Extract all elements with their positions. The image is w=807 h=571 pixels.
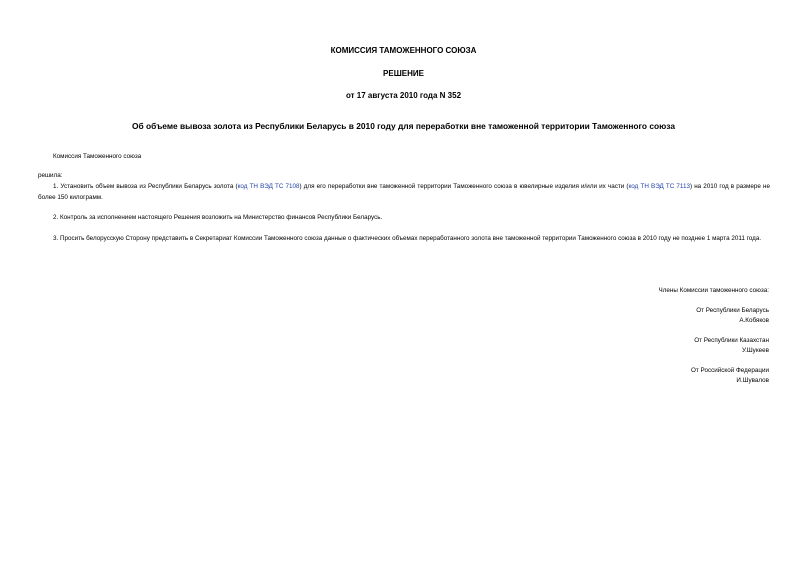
signature-country: От Российской Федерации: [690, 367, 769, 374]
signature-name: И.Шувалов: [736, 377, 769, 384]
document-date-number: от 17 августа 2010 года N 352: [345, 91, 462, 100]
signature-name: А.Кобяков: [739, 317, 769, 324]
decided-label: решила:: [38, 172, 63, 179]
paragraph-3: 3. Просить белорусскую Сторону представить в Секретариат Комиссии Таможенного союза данные о фактических объемах переработанного золота вне таможенной территории Таможенного союза в 2010 году не позднее 1 марта 2011 года.: [53, 235, 762, 242]
link-code-7113[interactable]: код ТН ВЭД ТС 7113: [628, 183, 690, 190]
paragraph-1-text-c: ) на 2010 год в размере не более 150 килограмм.: [38, 183, 770, 201]
signature-country: От Республики Казахстан: [694, 337, 769, 344]
paragraph-1: [38, 181, 770, 203]
document-title: Об объеме вывоза золота из Республики Беларусь в 2010 году для переработки вне таможенной территории Таможенного союза: [132, 121, 675, 131]
link-code-7108[interactable]: код ТН ВЭД ТС 7108: [237, 183, 300, 190]
paragraph-1-text-a: 1. Установить объем вывоза из Республики Беларусь золота (: [53, 183, 238, 190]
signature-country: От Республики Беларусь: [696, 307, 769, 314]
paragraph-2: 2. Контроль за исполнением настоящего Решения возложить на Министерство финансов Республики Беларусь.: [53, 214, 383, 221]
issuing-organization: КОМИССИЯ ТАМОЖЕННОГО СОЮЗА: [330, 46, 477, 55]
signatures-heading: Члены Комиссии таможенного союза:: [658, 287, 769, 294]
preamble: Комиссия Таможенного союза: [53, 153, 142, 160]
paragraph-1-text-b: ) для его переработки вне таможенной территории Таможенного союза в ювелирные изделия и/или их части (: [299, 183, 629, 190]
signature-name: У.Шукеев: [741, 347, 769, 354]
document-type: РЕШЕНИЕ: [383, 69, 424, 78]
